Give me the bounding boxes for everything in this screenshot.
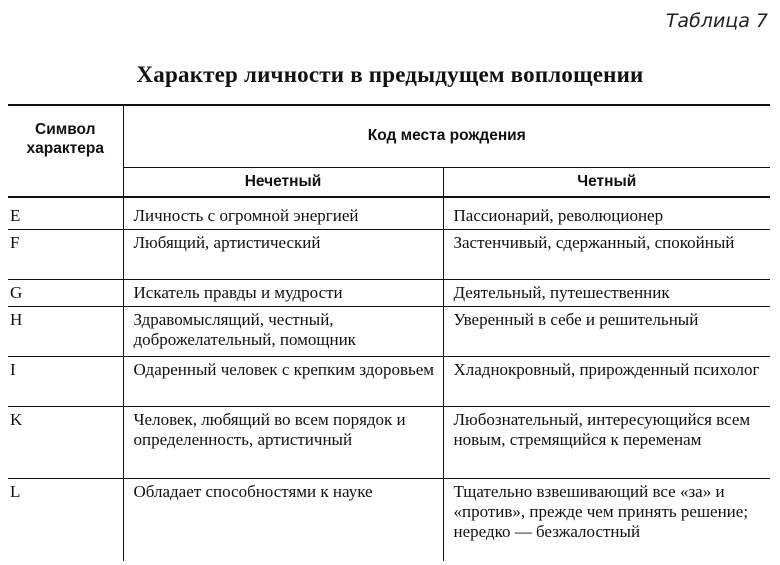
even-cell: Любознательный, интересующийся всем новым, стремящийся к переменам: [443, 407, 770, 479]
symbol-cell: E: [10, 206, 21, 225]
symbol-cell: L: [8, 479, 123, 561]
table-row: [8, 307, 770, 357]
header-symbol-label: Символ характера: [26, 121, 104, 157]
odd-cell: Любящий, артистический: [123, 230, 443, 280]
table-row: [8, 280, 770, 307]
table-body: [8, 197, 770, 561]
odd-cell: Здравомыслящий, честный, доброжелательный, помощник: [123, 307, 443, 357]
header-birthplace-code: Код места рождения: [123, 105, 770, 167]
even-cell: Деятельный, путешественник: [443, 280, 770, 307]
symbol-cell: H: [8, 307, 123, 357]
character-table: [8, 104, 770, 561]
table-row: [8, 230, 770, 280]
even-cell: Уверенный в себе и решительный: [443, 307, 770, 357]
header-symbol: [8, 105, 123, 197]
even-cell: Тщательно взвешивающий все «за» и «против», прежде чем принять решение; нередко — безжалостный: [443, 479, 770, 561]
even-cell: Застенчивый, сдержанный, спокойный: [443, 230, 770, 280]
odd-cell: Обладает способностями к науке: [123, 479, 443, 561]
odd-cell: Искатель правды и мудрости: [123, 280, 443, 307]
even-cell: Пассионарий, революционер: [443, 197, 770, 230]
header-odd: Нечетный: [123, 167, 443, 197]
odd-cell: Одаренный человек с крепким здоровьем: [123, 357, 443, 407]
symbol-cell: I: [8, 357, 123, 407]
even-cell: Хладнокровный, прирожденный психолог: [443, 357, 770, 407]
symbol-cell: F: [8, 230, 123, 280]
table-row: [8, 407, 770, 479]
table-title: Характер личности в предыдущем воплощении: [136, 62, 644, 87]
odd-cell: Личность с огромной энергией: [123, 197, 443, 230]
table-row: [8, 479, 770, 561]
odd-cell: Человек, любящий во всем порядок и определенность, артистичный: [123, 407, 443, 479]
table-row: [8, 357, 770, 407]
symbol-cell: G: [8, 280, 123, 307]
header-even: Четный: [443, 167, 770, 197]
symbol-cell: K: [8, 407, 123, 479]
table-number-label: Таблица 7: [665, 10, 768, 32]
table-row: [8, 197, 770, 230]
